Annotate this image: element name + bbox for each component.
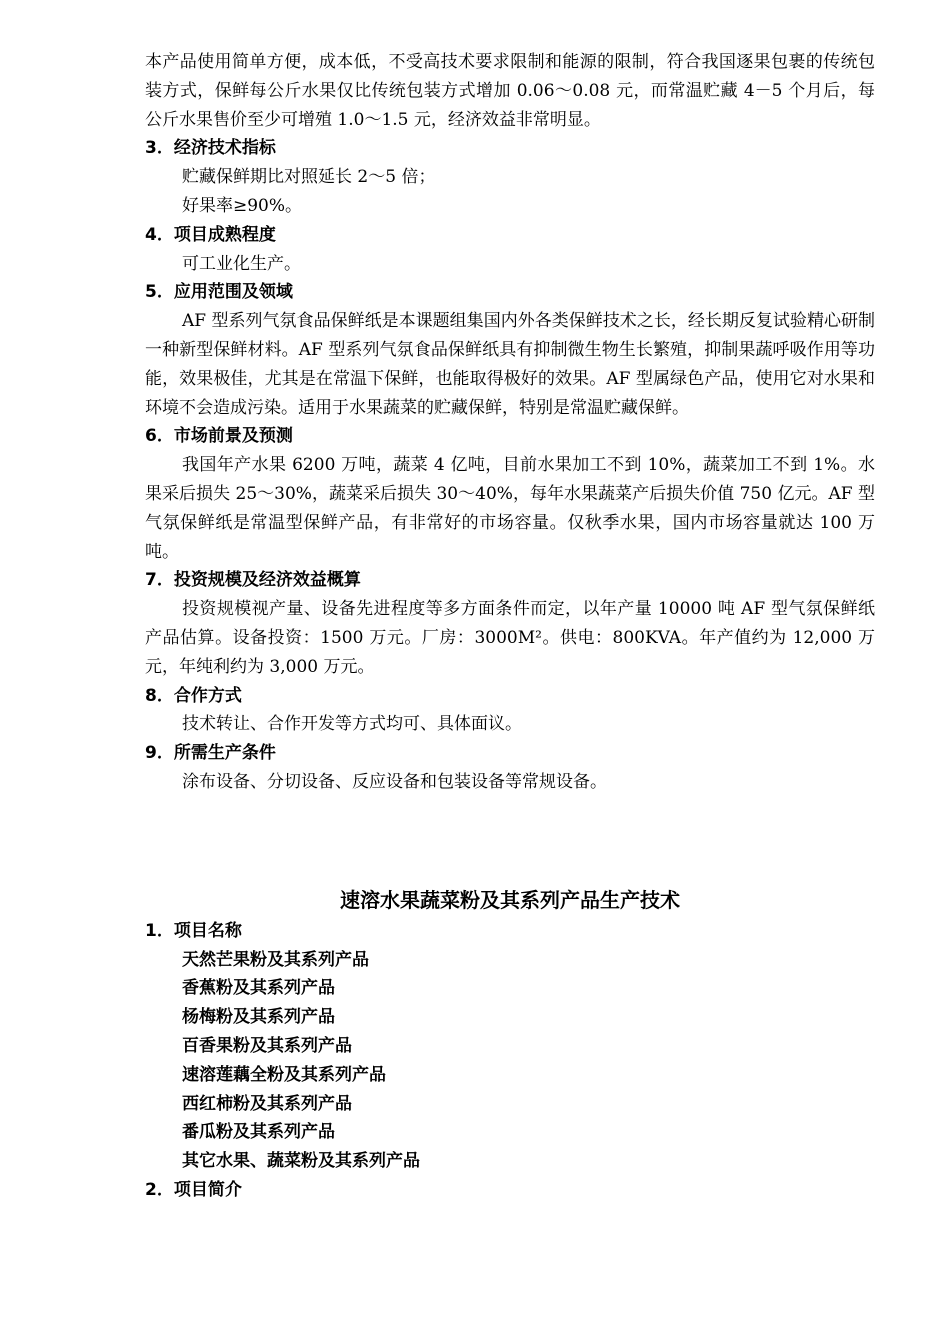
section-heading-9: 9．所需生产条件 xyxy=(145,743,276,764)
section-9-line-1: 涂布设备、分切设备、反应设备和包装设备等常规设备。 xyxy=(182,771,607,792)
section-heading-8: 8．合作方式 xyxy=(145,685,242,706)
project-intro-heading: 2．项目简介 xyxy=(145,1179,242,1200)
section-heading-5: 5．应用范围及领域 xyxy=(145,282,293,303)
document-page xyxy=(145,48,875,1205)
section-3-line-2: 好果率≥90%。 xyxy=(182,195,303,216)
section-heading-3: 3．经济技术指标 xyxy=(145,138,276,159)
section-heading-4: 4．项目成熟程度 xyxy=(145,224,276,245)
section-5-paragraph: AF 型系列气氛食品保鲜纸是本课题组集国内外各类保鲜技术之长，经长期反复试验精心研制一种新型保鲜材料。AF 型系列气氛食品保鲜纸具有抑制微生物生长繁殖，抑制果蔬呼吸作用等功能，效果极佳，尤其是在常温下保鲜，也能取得极好的效果。AF 型属绿色产品，使用它对水果和环境不会造成污染。适用于水果蔬菜的贮藏保鲜，特别是常温贮藏保鲜。 xyxy=(145,311,875,418)
project-item: 番瓜粉及其系列产品 xyxy=(182,1122,335,1143)
project-item: 杨梅粉及其系列产品 xyxy=(182,1007,335,1028)
section-6-paragraph: 我国年产水果 6200 万吨，蔬菜 4 亿吨，目前水果加工不到 10%，蔬菜加工不到 1%。水果采后损失 25～30%，蔬菜采后损失 30～40%，每年水果蔬菜产后损失价值 750 亿元。AF 型气氛保鲜纸是常温型保鲜产品，有非常好的市场容量。仅秋季水果，国内市场容量就达 100 万吨。 xyxy=(145,455,875,562)
project-item: 香蕉粉及其系列产品 xyxy=(182,978,335,999)
project-item: 其它水果、蔬菜粉及其系列产品 xyxy=(182,1151,420,1172)
project-name-heading: 1．项目名称 xyxy=(145,920,242,941)
section-3-line-1: 贮藏保鲜期比对照延长 2～5 倍； xyxy=(182,167,436,188)
project-item: 速溶莲藕全粉及其系列产品 xyxy=(182,1064,386,1085)
section-7-paragraph: 投资规模视产量、设备先进程度等多方面条件而定，以年产量 10000 吨 AF 型气氛保鲜纸产品估算。设备投资：1500 万元。厂房：3000M²。供电：800KVA。年产值约为 12,000 万元，年纯利约为 3,000 万元。 xyxy=(145,599,875,677)
project-item: 天然芒果粉及其系列产品 xyxy=(182,949,369,970)
project-item: 百香果粉及其系列产品 xyxy=(182,1035,352,1056)
section-8-line-1: 技术转让、合作开发等方式均可、具体面议。 xyxy=(182,714,522,735)
section-heading-6: 6．市场前景及预测 xyxy=(145,426,293,447)
spacer xyxy=(145,797,875,883)
intro-paragraph: 本产品使用简单方便，成本低，不受高技术要求限制和能源的限制，符合我国逐果包裹的传统包装方式，保鲜每公斤水果仅比传统包装方式增加 0.06～0.08 元，而常温贮藏 4－5 个月后，每公斤水果售价至少可增殖 1.0～1.5 元，经济效益非常明显。 xyxy=(145,52,875,130)
section-4-line-1: 可工业化生产。 xyxy=(182,253,301,274)
section-heading-7: 7．投资规模及经济效益概算 xyxy=(145,570,361,591)
project-item: 西红柿粉及其系列产品 xyxy=(182,1093,352,1114)
second-title: 速溶水果蔬菜粉及其系列产品生产技术 xyxy=(340,887,680,912)
